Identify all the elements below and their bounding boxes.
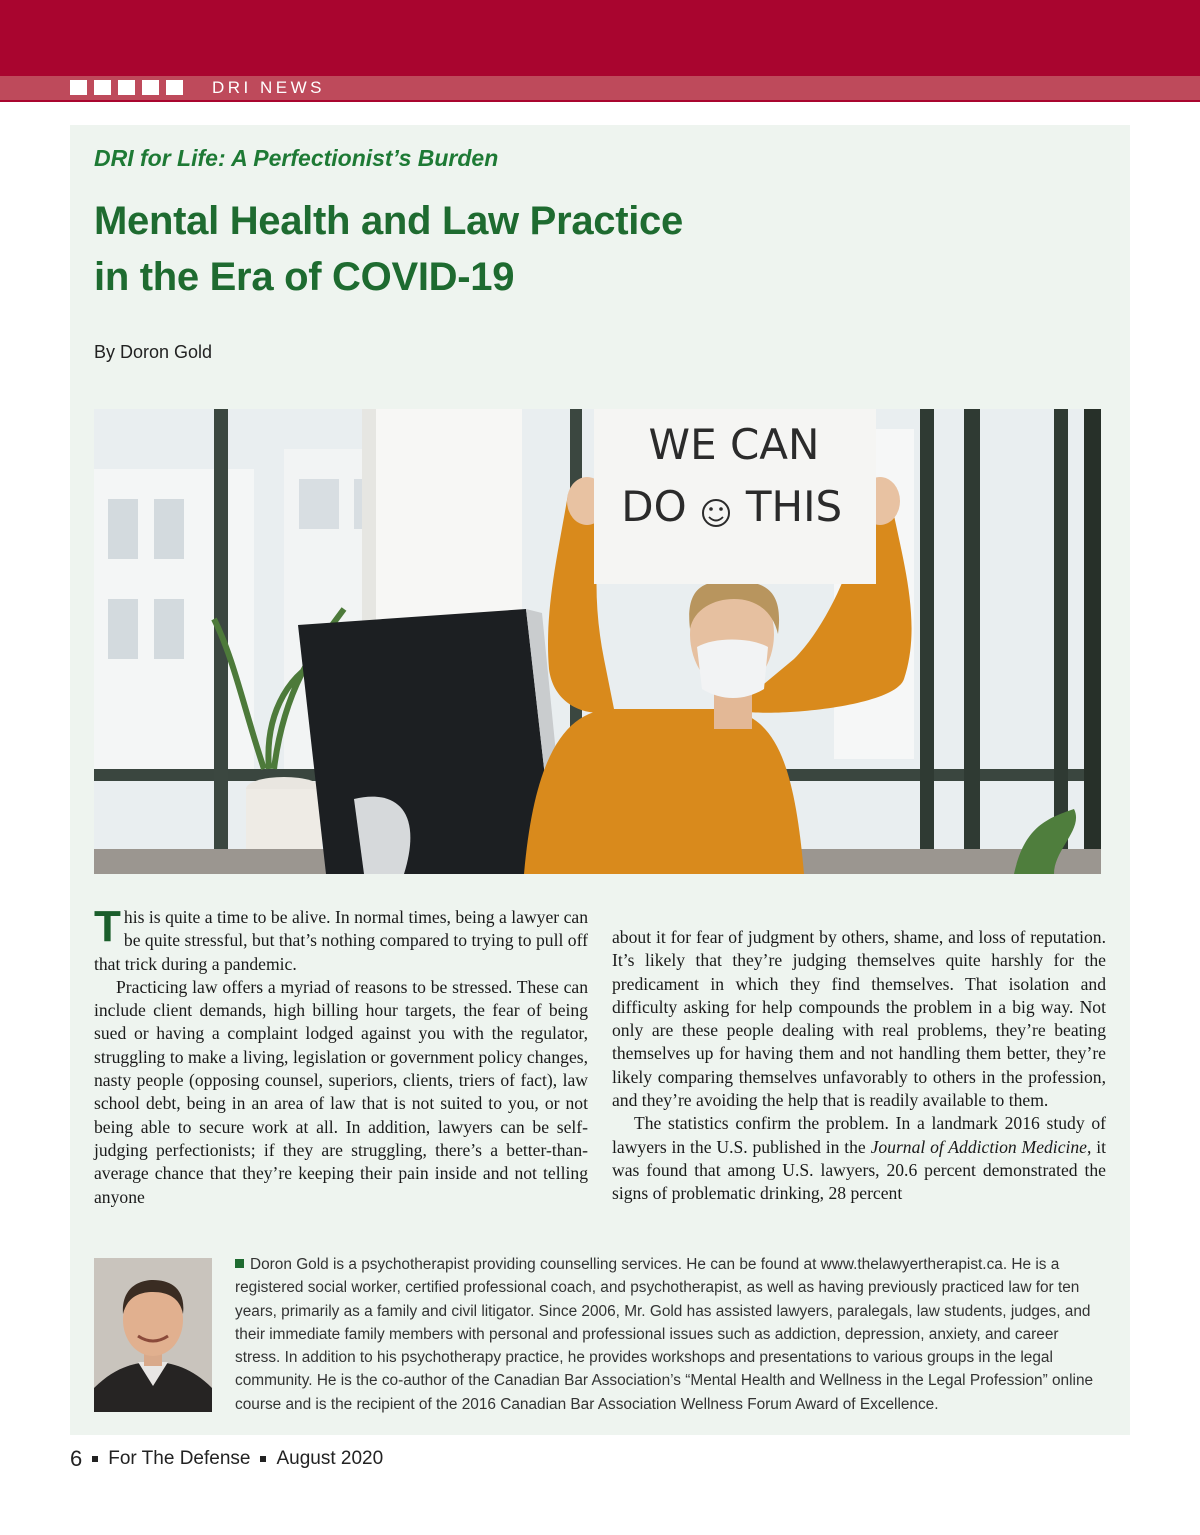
paragraph: The statistics confirm the problem. In a landmark 2016 study of lawyers in the U.S. published in the Journal of Addiction Medicine, it was found that among U.S. lawyers, 20.6 percent demonstrated the signs of problematic drinking, 28 percent xyxy=(612,1113,1106,1204)
headline-line-1: Mental Health and Law Practice xyxy=(94,199,683,243)
sign-line-2: DO xyxy=(621,482,687,531)
article-kicker: DRI for Life: A Perfectionist’s Burden xyxy=(94,145,499,171)
page-footer xyxy=(70,1446,383,1472)
article-column-left xyxy=(94,902,588,1209)
page-number: 6 xyxy=(70,1446,83,1471)
headline-line-2: in the Era of COVID-19 xyxy=(94,255,515,299)
sign-line-3: THIS xyxy=(745,482,843,531)
section-bar xyxy=(0,76,1200,100)
square-bullet-icon xyxy=(260,1456,266,1462)
issue-date: August 2020 xyxy=(276,1448,384,1469)
paragraph: This is quite a time to be alive. In normal times, being a lawyer can be quite stressful, but that’s nothing compared to trying to pull off that trick during a pandemic. xyxy=(94,902,588,974)
divider xyxy=(0,100,1200,102)
author-bio: Doron Gold is a psychotherapist providing counselling services. He can be found at www.thelawyertherapist.ca. He is a registered social worker, certified professional coach, and psychotherapist, as well as having previously practiced law for ten years, primarily as a family and civil litigator. Since 2006, Mr. Gold has assisted lawyers, paralegals, law students, judges, and their immediate family members with personal and professional issues such as addiction, depression, anxiety, and career stress. In addition to his psychotherapy practice, he provides workshops and presentations to various groups in the legal community. He is the co-author of the Canadian Bar Association’s “Mental Health and Wellness in the Legal Profession” online course and is the recipient of the 2016 Canadian Bar Association Wellness Forum Award of Excellence. xyxy=(235,1256,1094,1413)
publication-name: For The Defense xyxy=(108,1448,251,1469)
article-photo xyxy=(94,409,1101,874)
paragraph: about it for fear of judgment by others, shame, and loss of reputation. It’s likely that they’re judging themselves quite harshly for the predicament in which they find themselves. That isolation and difficulty asking for help compounds the problem in a big way. Not only are these people dealing with real problems, they’re beating themselves up for having them and not handling them better, they’re likely comparing themselves unfavorably to others in the profession, and they’re avoiding the help that is readily available to them. xyxy=(612,927,1106,1111)
section-squares xyxy=(70,80,183,95)
square-icon xyxy=(118,80,135,95)
article-headline xyxy=(94,193,854,305)
square-icon xyxy=(166,80,183,95)
byline: By Doron Gold xyxy=(94,342,213,362)
paragraph: Practicing law offers a myriad of reasons to be stressed. These can include client demands, high billing hour targets, the fear of being sued or having a complaint lodged against you with the regulator, struggling to make a living, legislation or government policy changes, nasty people (opposing counsel, superiors, clients, triers of fact), law school debt, being in an area of law that is not suited to you, or not being able to secure work at all. In addition, lawyers can be self-judging perfectionists; if they are struggling, there’s a better-than-average chance that they’re keeping their pain inside and not telling anyone xyxy=(94,976,588,1207)
section-label: DRI NEWS xyxy=(212,78,325,97)
square-bullet-icon xyxy=(92,1456,98,1462)
author-photo xyxy=(94,1258,212,1412)
square-icon xyxy=(142,80,159,95)
dropcap: T xyxy=(94,902,121,951)
journal-title: Journal of Addiction Medicine xyxy=(870,1136,1087,1157)
square-icon xyxy=(94,80,111,95)
sign-line-1: WE CAN xyxy=(648,420,820,469)
square-icon xyxy=(70,80,87,95)
article-column-right xyxy=(612,926,1106,1206)
square-bullet-icon xyxy=(235,1259,244,1268)
header-band xyxy=(0,0,1200,76)
